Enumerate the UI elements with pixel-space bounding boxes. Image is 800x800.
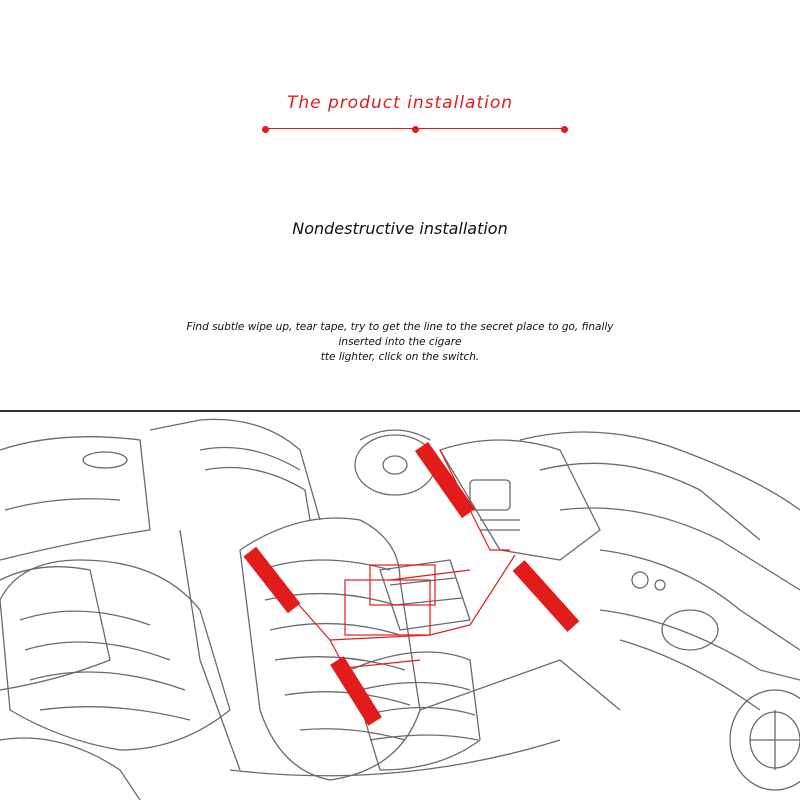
installation-description: [140, 320, 660, 365]
description-line: Find subtle wipe up, tear tape, try to get the line to the secret place to go, finally: [186, 321, 614, 333]
title-divider: [262, 126, 568, 132]
section-subtitle: Nondestructive installation: [292, 219, 508, 238]
car-interior-sketch: [0, 410, 800, 800]
divider-dot-right: [561, 126, 568, 133]
page-title: The product installation: [286, 93, 514, 113]
divider-dot-left: [262, 126, 269, 133]
description-line: tte lighter, click on the switch.: [320, 351, 480, 363]
led-strip-front-left: [415, 442, 475, 518]
led-strip-rear-left: [244, 547, 301, 614]
divider-dot-center: [412, 126, 419, 133]
led-strip-front-right: [513, 560, 580, 632]
description-line: inserted into the cigare: [338, 336, 462, 348]
wiring-lines: [268, 450, 515, 668]
